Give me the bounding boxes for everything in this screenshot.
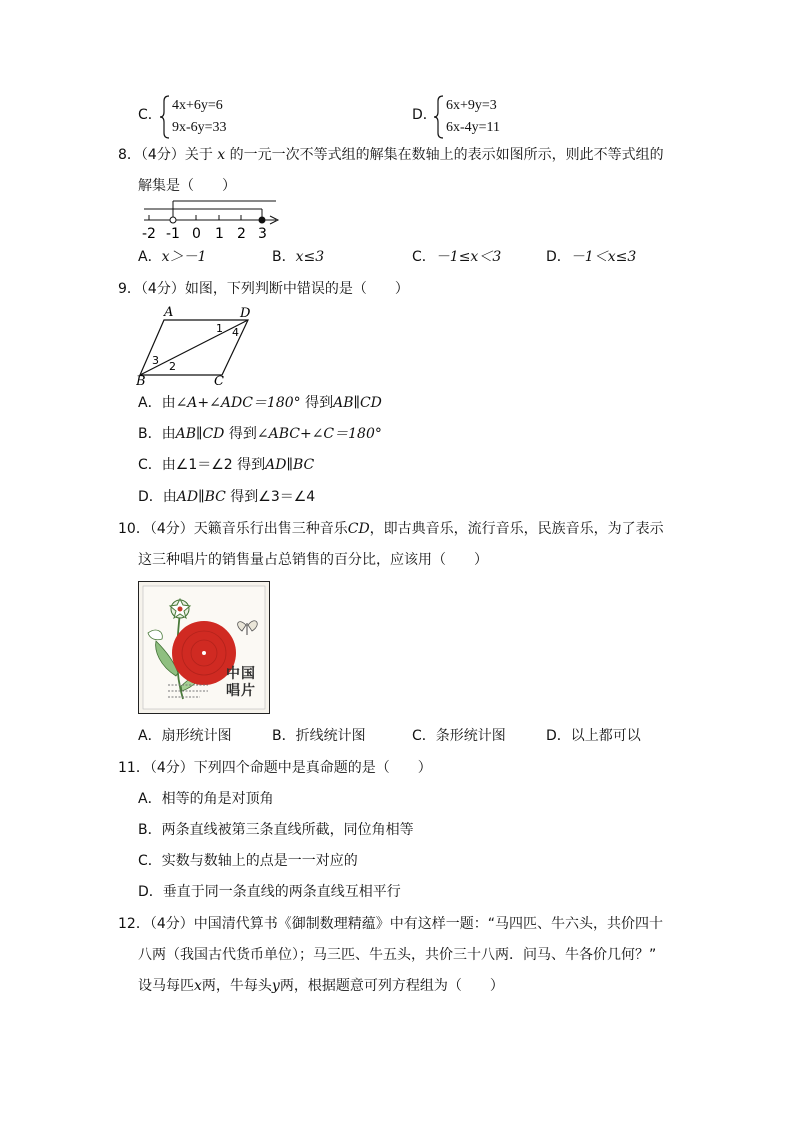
record-title: 中国 <box>226 666 256 682</box>
q9-stem: 9．（4分）如图，下列判断中错误的是（ ） <box>118 281 409 297</box>
q9-option-d: D．由AD∥BC 得到∠3＝∠4 <box>138 489 316 505</box>
q7-option-c-system <box>160 95 280 139</box>
tick-label: 1 <box>215 226 224 242</box>
q8-stem-line1: 8．（4分）关于 x 的一元一次不等式组的解集在数轴上的表示如图所示，则此不等式组的 <box>118 147 664 163</box>
q11-option-b: B．两条直线被第三条直线所截，同位角相等 <box>138 822 414 838</box>
vertex-label: B <box>136 374 146 387</box>
q7-option-d-eq2: 6x-4y=11 <box>446 120 501 135</box>
open-dot-icon <box>170 217 176 223</box>
tick-label: 3 <box>258 226 267 242</box>
q9-option-a: A．由∠A+∠ADC＝180° 得到AB∥CD <box>138 395 382 411</box>
q11-option-d: D．垂直于同一条直线的两条直线互相平行 <box>138 884 401 900</box>
q10-option-c: C．条形统计图 <box>412 728 506 744</box>
record-title: 唱片 <box>226 683 256 699</box>
q11-option-c: C．实数与数轴上的点是一一对应的 <box>138 853 358 869</box>
vertex-label: C <box>214 374 224 387</box>
q10-option-d: D．以上都可以 <box>546 728 641 744</box>
closed-dot-icon <box>259 217 265 223</box>
q12-stem-line2: 八两（我国古代货币单位）；马三匹、牛五头，共价三十八两．问马、牛各价几何？” <box>138 947 657 963</box>
q9-parallelogram-figure <box>136 303 256 387</box>
q7-option-d-eq1: 6x+9y=3 <box>446 98 497 113</box>
q12-stem-line3: 设马每匹x两，牛每头y两，根据题意可列方程组为（ ） <box>138 978 504 994</box>
angle-label: 4 <box>232 326 239 339</box>
q7-option-c-label: C． <box>138 107 162 123</box>
q7-option-d-system <box>434 95 554 139</box>
q10-option-b: B．折线统计图 <box>272 728 366 744</box>
q10-stem-line2: 这三种唱片的销售量占总销售的百分比，应该用（ ） <box>138 552 488 568</box>
tick-label: 2 <box>237 226 246 242</box>
q8-stem-line2: 解集是（ ） <box>138 178 236 194</box>
angle-label: 1 <box>216 322 223 335</box>
q11-stem: 11．（4分）下列四个命题中是真命题的是（ ） <box>118 760 432 776</box>
tick-label: 0 <box>192 226 201 242</box>
tick-label: -2 <box>142 226 156 242</box>
vertex-label: A <box>164 305 174 320</box>
q7-option-c-eq2: 9x-6y=33 <box>172 120 227 135</box>
q9-option-c: C．由∠1＝∠2 得到AD∥BC <box>138 457 315 473</box>
brace-icon <box>160 95 170 139</box>
tick-label: -1 <box>166 226 180 242</box>
angle-label: 3 <box>152 354 159 367</box>
q11-option-a: A．相等的角是对顶角 <box>138 791 274 807</box>
q8-option-c: C．－1≤x＜3 <box>412 249 502 265</box>
q10-option-a: A．扇形统计图 <box>138 728 232 744</box>
q10-stem-line1: 10．（4分）天籁音乐行出售三种音乐CD，即古典音乐，流行音乐，民族音乐，为了表示 <box>118 521 664 537</box>
q10-record-image <box>138 581 270 714</box>
q7-option-c-eq1: 4x+6y=6 <box>172 98 223 113</box>
q8-option-a: A．x＞－1 <box>138 249 207 265</box>
q7-option-d-label: D． <box>412 107 437 123</box>
angle-label: 2 <box>169 360 176 373</box>
q8-option-d: D．－1＜x≤3 <box>546 249 637 265</box>
q8-option-b: B．x≤3 <box>272 249 325 265</box>
q12-stem-line1: 12．（4分）中国清代算书《御制数理精蕴》中有这样一题：“马四匹、牛六头，共价四十 <box>118 916 663 932</box>
q8-number-line <box>138 196 288 242</box>
vertex-label: D <box>240 306 251 321</box>
q9-option-b: B．由AB∥CD 得到∠ABC+∠C＝180° <box>138 426 382 442</box>
brace-icon <box>434 95 444 139</box>
